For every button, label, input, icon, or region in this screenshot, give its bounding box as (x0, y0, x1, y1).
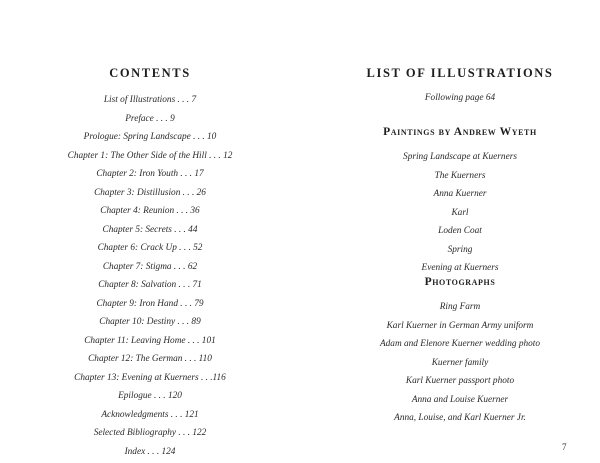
right-page (300, 0, 600, 463)
contents-list (20, 91, 280, 461)
painting-entry: Spring (447, 244, 473, 255)
contents-entry: Chapter 11: Leaving Home . . . 101 (84, 335, 216, 346)
paintings-list (340, 148, 580, 278)
painting-entry: Evening at Kuerners (421, 263, 499, 273)
painting-entry: The Kuerners (434, 170, 486, 181)
photograph-entry: Karl Kuerner in German Army uniform (386, 320, 534, 331)
contents-entry: Chapter 6: Crack Up . . . 52 (97, 243, 203, 253)
contents-entry: Chapter 3: Distillusion . . . 26 (94, 187, 206, 198)
contents-entry: Chapter 7: Stigma . . . 62 (102, 261, 198, 272)
photographs-list (340, 298, 580, 428)
contents-entry: Chapter 4: Reunion . . . 36 (100, 206, 200, 216)
paintings-heading: Paintings by Andrew Wyeth (383, 126, 537, 138)
photograph-entry: Ring Farm (439, 302, 481, 312)
painting-entry: Loden Coat (438, 226, 482, 236)
contents-entry: Prologue: Spring Landscape . . . 10 (83, 132, 217, 142)
painting-entry: Karl (451, 207, 469, 218)
contents-entry: Preface . . . 9 (125, 113, 175, 124)
painting-entry: Spring Landscape at Kuerners (403, 152, 517, 162)
contents-entry: Chapter 13: Evening at Kuerners . . .116 (74, 372, 226, 383)
contents-entry: Epilogue . . . 120 (118, 391, 182, 401)
contents-entry: Chapter 10: Destiny . . . 89 (99, 317, 201, 327)
photographs-heading: Photographs (424, 276, 496, 288)
contents-entry: Chapter 1: The Other Side of the Hill . . . 12 (67, 150, 233, 161)
photograph-entry: Adam and Elenore Kuerner wedding photo (379, 339, 540, 349)
contents-entry: Chapter 12: The German . . . 110 (88, 354, 212, 364)
contents-entry: Chapter 8: Salvation . . . 71 (98, 280, 202, 290)
photograph-entry: Kuerner family (431, 357, 489, 368)
contents-title: CONTENTS (109, 66, 191, 80)
following-page-note: Following page 64 (424, 93, 496, 103)
contents-entry: Acknowledgments . . . 121 (101, 409, 199, 420)
photograph-entry: Anna and Louise Kuerner (411, 394, 509, 405)
contents-entry: Chapter 2: Iron Youth . . . 17 (96, 169, 204, 179)
photograph-entry: Karl Kuerner passport photo (405, 376, 515, 386)
illustrations-title: LIST OF ILLUSTRATIONS (366, 66, 554, 80)
contents-entry: Chapter 9: Iron Hand . . . 79 (96, 298, 204, 309)
contents-entry: Selected Bibliography . . . 122 (93, 428, 207, 438)
photograph-entry: Anna, Louise, and Karl Kuerner Jr. (394, 413, 526, 423)
contents-entry: Index . . . 124 (124, 446, 176, 457)
page-number: 7 (562, 442, 567, 452)
contents-entry: List of Illustrations . . . 7 (103, 95, 197, 105)
painting-entry: Anna Kuerner (433, 189, 487, 199)
contents-entry: Chapter 5: Secrets . . . 44 (102, 224, 198, 235)
